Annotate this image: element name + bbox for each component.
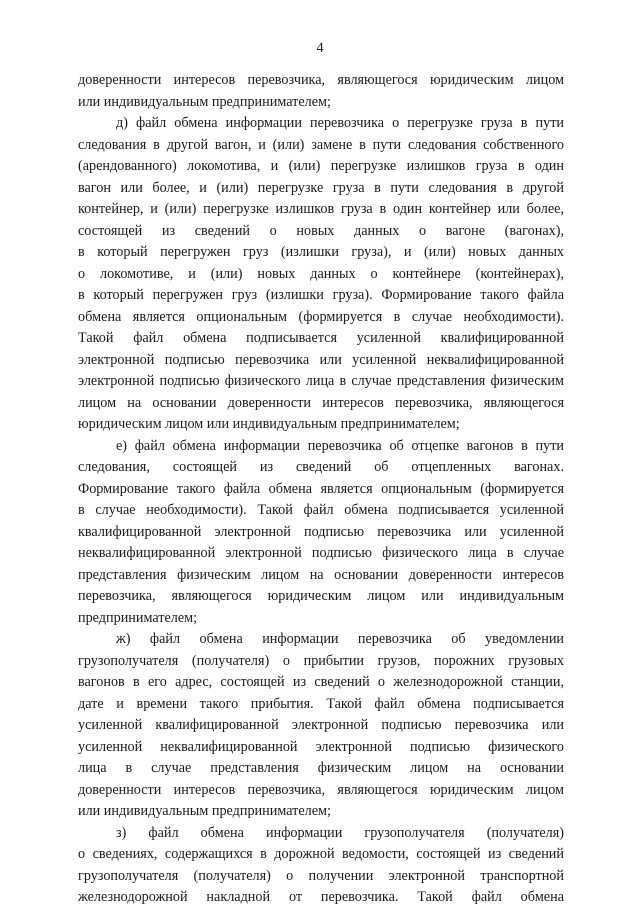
text-line: доверенности интересов перевозчика, являющегося юридическим лицом [78, 72, 564, 88]
text-line: е) файл обмена информации перевозчика об отцепке вагонов в пути [116, 437, 564, 454]
text-line: усиленной неквалифицированной электронной подписью физического [78, 738, 564, 755]
text-line: электронной подписью перевозчика или усиленной неквалифицированной [78, 351, 564, 368]
text-line: грузополучателя (получателя) о прибытии грузов, порожних грузовых [78, 652, 564, 669]
text-line: юридическим лицом или индивидуальным предпринимателем; [78, 416, 460, 432]
text-line: лица в случае представления физическим лицом на основании [78, 760, 564, 776]
text-line: обмена является опциональным (формируется в случае необходимости). [78, 308, 564, 325]
text-line: доверенности интересов перевозчика, являющегося юридическим лицом [78, 781, 564, 798]
text-line: д) файл обмена информации перевозчика о перегрузке груза в пути [116, 115, 564, 131]
text-line: усиленной квалифицированной электронной подписью перевозчика или [78, 717, 564, 733]
text-line: контейнер, и (или) перегрузке излишков груза в один контейнер или более, [78, 201, 564, 217]
text-line: квалифицированной электронной подписью перевозчика или усиленной [78, 523, 564, 540]
text-line: в случае необходимости). Такой файл обмена подписывается усиленной [78, 502, 564, 518]
text-line: или индивидуальным предпринимателем; [78, 93, 331, 110]
text-line: грузополучателя (получателя) о получении электронной транспортной [78, 867, 564, 884]
text-line: Такой файл обмена подписывается усиленной квалифицированной [78, 330, 564, 346]
text-line: в который перегружен груз (излишки груза), и (или) новых данных [78, 244, 564, 260]
text-line: о сведениях, содержащихся в дорожной ведомости, состоящей из сведений [78, 846, 564, 862]
text-line: Формирование такого файла обмена является опциональным (формируется [78, 480, 564, 497]
text-line: (арендованного) локомотива, и (или) перегрузке излишков груза в один [78, 158, 564, 174]
text-line: вагон или более, и (или) перегрузке груза в пути следования в другой [78, 179, 564, 196]
text-line: представления физическим лицом на основании доверенности интересов [78, 566, 564, 583]
text-line: железнодорожной накладной от перевозчика. Такой файл обмена [78, 889, 564, 905]
text-line: о локомотиве, и (или) новых данных о контейнере (контейнерах), [78, 265, 564, 282]
text-line: следования в другой вагон, и (или) замене в пути следования собственного [78, 136, 564, 153]
page-number: 4 [316, 40, 324, 56]
text-line: или индивидуальным предпринимателем; [78, 803, 331, 819]
text-line: дате и времени такого прибытия. Такой файл обмена подписывается [78, 695, 564, 712]
text-line: перевозчика, являющегося юридическим лицом или индивидуальным [78, 588, 564, 604]
text-line: состоящей из сведений о новых данных о вагоне (вагонах), [78, 222, 564, 239]
text-line: ж) файл обмена информации перевозчика об уведомлении [116, 631, 564, 647]
text-line: следования, состоящей из сведений об отцепленных вагонах. [78, 459, 564, 475]
text-line: лицом на основании доверенности интересов перевозчика, являющегося [78, 394, 564, 411]
text-line: вагонов в его адрес, состоящей из сведений о железнодорожной станции, [78, 674, 564, 690]
body-text [78, 70, 564, 909]
text-line: предпринимателем; [78, 609, 198, 626]
text-line: неквалифицированной электронной подписью физического лица в случае [78, 545, 564, 561]
text-line: в который перегружен груз (излишки груза). Формирование такого файла [78, 287, 564, 303]
text-line: з) файл обмена информации грузополучателя (получателя) [116, 824, 564, 841]
text-line: электронной подписью физического лица в случае представления физическим [78, 373, 564, 389]
